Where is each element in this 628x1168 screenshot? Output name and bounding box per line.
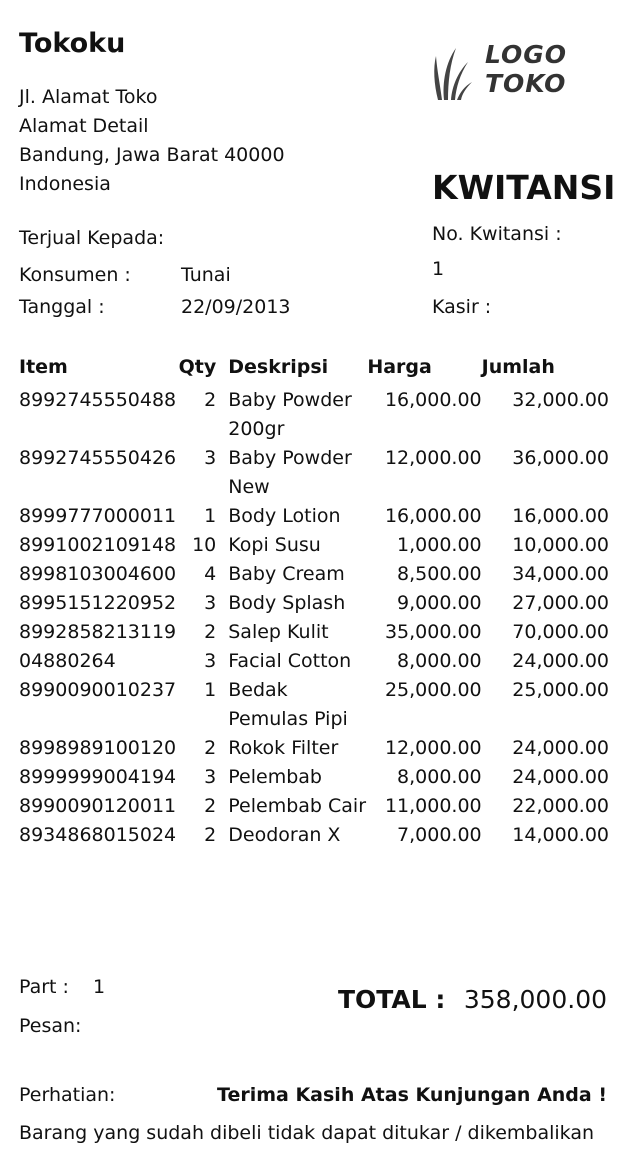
cell-item-code: 8998989100120 xyxy=(19,737,177,759)
cell-qty: 10 xyxy=(192,534,217,556)
cell-description: Pelembab xyxy=(228,766,322,788)
message-label: Pesan: xyxy=(19,1015,82,1037)
part-label: Part : xyxy=(19,976,69,998)
table-row xyxy=(19,618,609,647)
cell-description: Body Lotion xyxy=(228,505,341,527)
cell-amount: 25,000.00 xyxy=(512,679,609,701)
cell-qty: 3 xyxy=(204,650,217,672)
cell-amount: 24,000.00 xyxy=(512,650,609,672)
receipt-number-label: No. Kwitansi : xyxy=(432,223,562,245)
cell-item-code: 8999777000011 xyxy=(19,505,177,527)
column-header-qty: Qty xyxy=(178,356,217,378)
cell-qty: 2 xyxy=(204,621,217,643)
table-row xyxy=(19,444,609,502)
column-header-description: Deskripsi xyxy=(228,356,329,378)
cell-qty: 3 xyxy=(204,592,217,614)
store-logo xyxy=(430,42,590,102)
return-policy: Barang yang sudah dibeli tidak dapat ditukar / dikembalikan xyxy=(19,1122,595,1144)
logo-text: TOKO xyxy=(485,69,567,98)
cashier-label: Kasir : xyxy=(432,296,492,318)
cell-description: Bedak Pemulas Pipi xyxy=(228,679,348,730)
cell-description: Baby Cream xyxy=(228,563,345,585)
cell-amount: 32,000.00 xyxy=(512,389,609,411)
cell-price: 12,000.00 xyxy=(384,737,482,759)
cell-qty: 2 xyxy=(204,795,217,817)
cell-price: 1,000.00 xyxy=(397,534,482,556)
table-row xyxy=(19,647,609,676)
cell-price: 25,000.00 xyxy=(384,679,482,701)
receipt-title: KWITANSI xyxy=(432,168,616,207)
store-address-line: Jl. Alamat Toko xyxy=(19,86,158,108)
cell-item-code: 8998103004600 xyxy=(19,563,177,585)
cell-description: Salep Kulit xyxy=(228,621,329,643)
cell-item-code: 8934868015024 xyxy=(19,824,177,846)
cell-qty: 1 xyxy=(204,505,217,527)
cell-price: 8,000.00 xyxy=(397,650,482,672)
receipt-number-value: 1 xyxy=(432,258,445,280)
cell-description: Rokok Filter xyxy=(228,737,339,759)
cell-item-code: 8992745550426 xyxy=(19,447,177,469)
logo-text: LOGO xyxy=(485,40,568,69)
cell-amount: 36,000.00 xyxy=(512,447,609,469)
cell-item-code: 8999999004194 xyxy=(19,766,177,788)
cell-price: 8,000.00 xyxy=(397,766,482,788)
cell-qty: 1 xyxy=(204,679,217,701)
part-value: 1 xyxy=(93,976,106,998)
column-header-price: Harga xyxy=(367,356,432,378)
cell-description: Baby Powder New xyxy=(228,447,352,498)
store-name: Tokoku xyxy=(19,28,126,59)
table-row xyxy=(19,821,609,850)
cell-amount: 27,000.00 xyxy=(512,592,609,614)
consumer-value: Tunai xyxy=(181,264,231,286)
cell-amount: 24,000.00 xyxy=(512,737,609,759)
cell-amount: 24,000.00 xyxy=(512,766,609,788)
consumer-label: Konsumen : xyxy=(19,264,131,286)
total-label: TOTAL : xyxy=(338,985,446,1014)
cell-description: Deodoran X xyxy=(228,824,341,846)
cell-description: Body Splash xyxy=(228,592,346,614)
cell-item-code: 8991002109148 xyxy=(19,534,177,556)
cell-qty: 2 xyxy=(204,824,217,846)
cell-qty: 3 xyxy=(204,766,217,788)
table-row xyxy=(19,792,609,821)
sold-to-label: Terjual Kepada: xyxy=(19,227,165,249)
date-label: Tanggal : xyxy=(19,296,105,318)
cell-amount: 14,000.00 xyxy=(512,824,609,846)
total-value: 358,000.00 xyxy=(463,985,607,1014)
store-address-line: Indonesia xyxy=(19,173,111,195)
cell-description: Kopi Susu xyxy=(228,534,321,556)
table-row xyxy=(19,560,609,589)
column-header-item: Item xyxy=(19,356,68,378)
cell-amount: 34,000.00 xyxy=(512,563,609,585)
cell-price: 9,000.00 xyxy=(397,592,482,614)
table-row xyxy=(19,589,609,618)
table-row xyxy=(19,734,609,763)
cell-qty: 2 xyxy=(204,389,217,411)
cell-description: Pelembab Cair xyxy=(228,795,366,817)
cell-price: 12,000.00 xyxy=(384,447,482,469)
table-row xyxy=(19,502,609,531)
cell-qty: 3 xyxy=(204,447,217,469)
cell-amount: 70,000.00 xyxy=(512,621,609,643)
table-row xyxy=(19,763,609,792)
cell-item-code: 8990090010237 xyxy=(19,679,177,701)
store-address-line: Bandung, Jawa Barat 40000 xyxy=(19,144,285,166)
table-row xyxy=(19,676,609,734)
cell-item-code: 8992858213119 xyxy=(19,621,177,643)
cell-item-code: 8992745550488 xyxy=(19,389,177,411)
cell-amount: 22,000.00 xyxy=(512,795,609,817)
table-row xyxy=(19,531,609,560)
items-table xyxy=(19,356,609,850)
date-value: 22/09/2013 xyxy=(181,296,291,318)
cell-amount: 10,000.00 xyxy=(512,534,609,556)
cell-amount: 16,000.00 xyxy=(512,505,609,527)
table-header-row xyxy=(19,356,609,386)
notice-label: Perhatian: xyxy=(19,1084,116,1106)
table-row xyxy=(19,386,609,444)
cell-price: 8,500.00 xyxy=(397,563,482,585)
cell-item-code: 04880264 xyxy=(19,650,116,672)
store-address-line: Alamat Detail xyxy=(19,115,149,137)
cell-description: Baby Powder 200gr xyxy=(228,389,352,440)
cell-price: 7,000.00 xyxy=(397,824,482,846)
cell-item-code: 8995151220952 xyxy=(19,592,177,614)
cell-qty: 2 xyxy=(204,737,217,759)
grass-leaf-icon xyxy=(430,44,474,102)
cell-price: 11,000.00 xyxy=(384,795,482,817)
cell-price: 16,000.00 xyxy=(384,505,482,527)
cell-price: 35,000.00 xyxy=(384,621,482,643)
cell-qty: 4 xyxy=(204,563,217,585)
cell-description: Facial Cotton xyxy=(228,650,352,672)
column-header-amount: Jumlah xyxy=(481,356,555,378)
thank-you-message: Terima Kasih Atas Kunjungan Anda ! xyxy=(217,1084,607,1106)
cell-price: 16,000.00 xyxy=(384,389,482,411)
cell-item-code: 8990090120011 xyxy=(19,795,177,817)
